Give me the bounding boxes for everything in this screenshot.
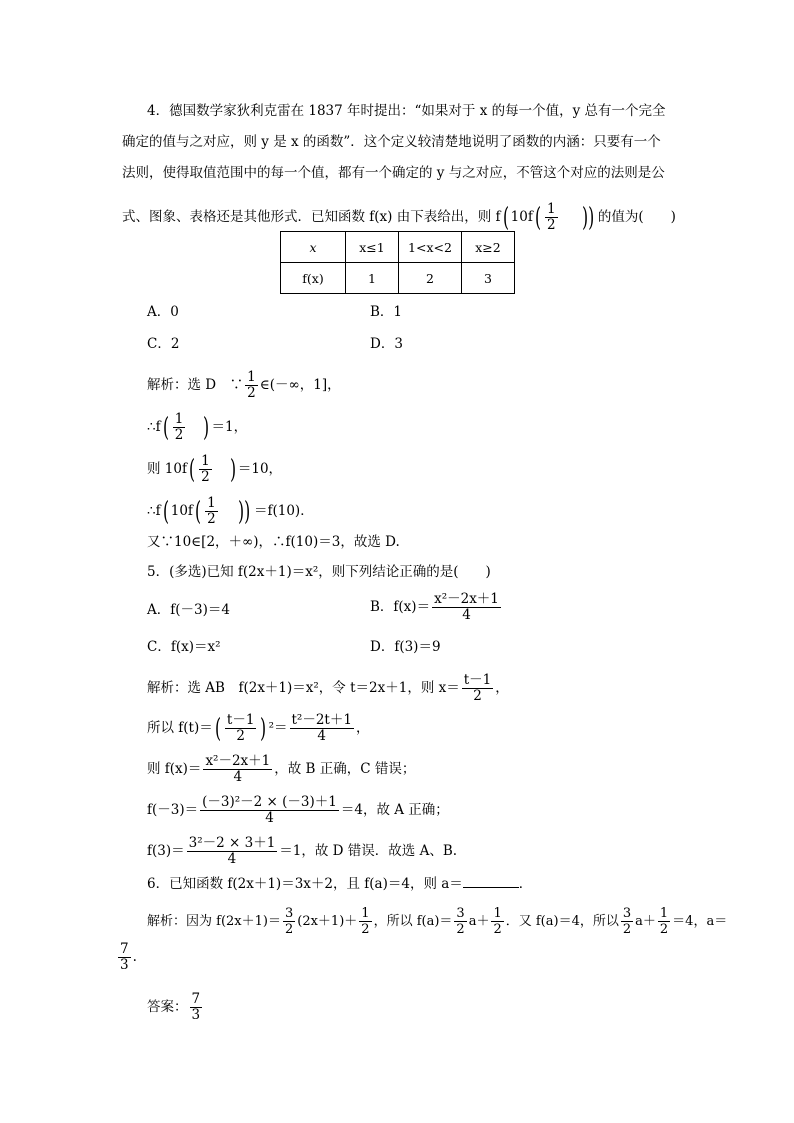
q5-option-b: B．f(x)＝ $\frac{\text{x²－2x＋1}}{4}$: [370, 591, 499, 623]
q6-answer: 答案： $\frac{7}{3}$: [147, 991, 201, 1023]
function-table: [280, 231, 515, 294]
table-row: [281, 232, 515, 263]
q5-solution-1: 解析：选 AB f(2x＋1)＝x²，令 t＝2x＋1，则 x＝ $\frac{t-1}{2}$ ，: [147, 672, 509, 704]
q6-solution: 解析：因为 f(2x＋1)＝ $\frac{3}{2}$ (2x＋1)＋ $\frac{1}{2}$ ，所以 f(a)＝ $\frac{3}{2}$ a＋ $\frac{1}{2}$ ．又 f(a)＝4，所以 $\frac{3}{2}$ a＋ $\frac{1}{2}$ ＝4，a＝: [147, 906, 728, 937]
answer-blank: [463, 875, 519, 888]
table-cell: x: [281, 232, 346, 263]
q4-solution-3: 则 10f( $\frac{1}{2}$ ) ＝10，: [147, 453, 283, 485]
table-cell: f(x): [281, 263, 346, 294]
half-fraction: $\frac{1}{2}$: [547, 201, 556, 233]
q5-option-c: C．f(x)＝x²: [147, 639, 221, 655]
table-cell: 1<x<2: [399, 232, 462, 263]
q4-line-4-text: 式、图象、表格还是其他形式．已知函数 f(x) 由下表给出，则 f: [122, 209, 501, 225]
q5-option-a: A．f(－3)＝4: [147, 602, 230, 618]
q4-option-a: A．0: [147, 304, 179, 320]
q5-solution-4: f(－3)＝ $\frac{\text{(－3)²－2 × (－3)＋1}}{4}$ ＝4，故 A 正确；: [147, 794, 449, 826]
table-row: [281, 263, 515, 294]
q4-solution-1: 解析：选 D ∵ $\frac{1}{2}$ ∈(－∞，1]，: [147, 369, 341, 401]
q5-option-d: D．f(3)＝9: [370, 639, 441, 655]
table-cell: x≥2: [462, 232, 515, 263]
q5-stem: 5．(多选)已知 f(2x＋1)＝x²，则下列结论正确的是( ): [147, 564, 491, 580]
q4-solution-4: ∴f( 10f( $\frac{1}{2}$ )) ＝f(10)．: [147, 495, 314, 527]
q4-ten: 10f: [510, 209, 533, 225]
q5-solution-3: 则 f(x)＝ $\frac{\text{x²－2x＋1}}{4}$ ，故 B 正确，C 错误；: [147, 753, 416, 785]
q6-solution-wrap: $\frac{7}{3}$ .: [120, 941, 137, 973]
q4-line-2: 确定的值与之对应，则 y 是 x 的函数”．这个定义较清楚地说明了函数的内涵：只要有一个: [122, 134, 661, 150]
q4-line-4: 式、图象、表格还是其他形式．已知函数 f(x) 由下表给出，则 f( 10f( $\frac{1}{2}$ )) 的值为( ): [122, 201, 676, 233]
q5-solution-2: 所以 f(t)＝( $\frac{t-1}{2}$ ) ²＝ $\frac{\text{t²－2t＋1}}{4}$ ，: [147, 712, 370, 744]
q4-line-4-tail: 的值为( ): [597, 209, 676, 225]
table-cell: 3: [462, 263, 515, 294]
q6-stem: 6．已知函数 f(2x＋1)＝3x＋2，且 f(a)＝4，则 a＝ ．: [147, 876, 533, 892]
q4-solution-2: ∴f( $\frac{1}{2}$ ) ＝1，: [147, 411, 248, 443]
q4-solution-5: 又∵10∈[2，＋∞)，∴f(10)＝3，故选 D.: [147, 534, 400, 550]
q4-option-c: C．2: [147, 336, 180, 352]
table-cell: 2: [399, 263, 462, 294]
q4-option-d: D．3: [370, 336, 403, 352]
table-cell: 1: [346, 263, 399, 294]
q4-line-3: 法则，使得取值范围中的每一个值，都有一个确定的 y 与之对应，不管这个对应的法则是公: [122, 165, 665, 181]
q4-option-b: B．1: [370, 304, 403, 320]
table-cell: x≤1: [346, 232, 399, 263]
q4-line-1: 4．德国数学家狄利克雷在 1837 年时提出：“如果对于 x 的每一个值，y 总有一个完全: [147, 103, 666, 119]
q5-solution-5: f(3)＝ $\frac{\text{3²－2 × 3＋1}}{4}$ ＝1，故 D 错误．故选 A、B.: [147, 835, 458, 867]
